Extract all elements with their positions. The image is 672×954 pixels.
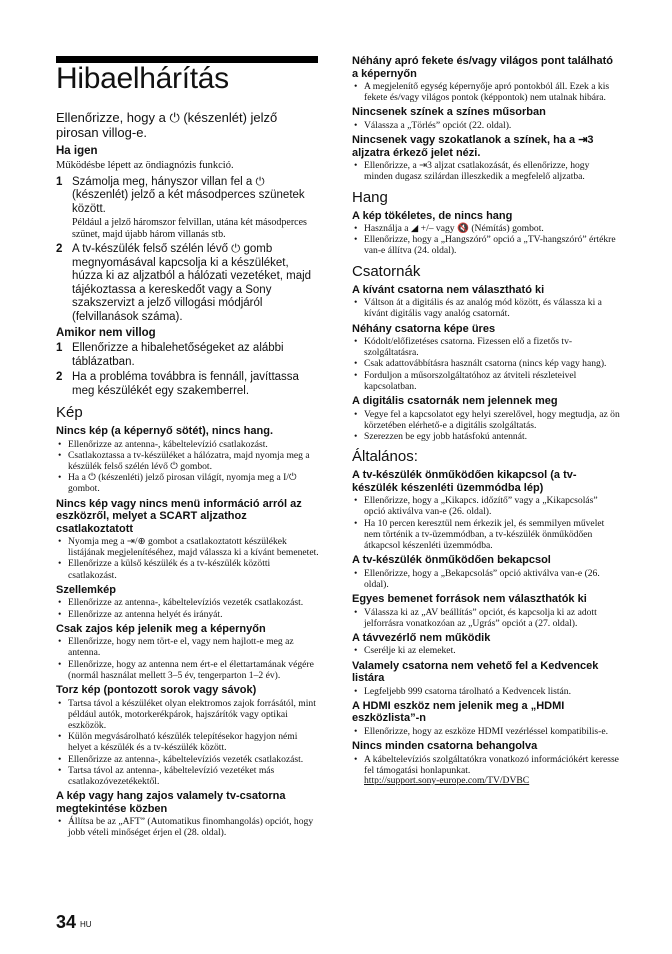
solution-list xyxy=(56,536,320,581)
problem-heading: A kép tökéletes, de nincs hang xyxy=(352,209,513,222)
solution-item: • Ellenőrizze az antenna-, kábeltelevíziós vezeték csatlakozást. xyxy=(56,754,320,765)
step-number: 1 xyxy=(56,342,63,354)
altalanos-groups xyxy=(352,469,620,776)
problem-heading: Torz kép (pontozott sorok vagy sávok) xyxy=(56,684,257,697)
solution-item: • Ha a ⏻ (készenléti) jelző pirosan világít, nyomja meg a I/⏻ gombot. xyxy=(56,472,320,494)
solution-item: • Válassza a „Törlés” opciót (22. oldal). xyxy=(352,120,620,131)
page-title: Hibaelhárítás xyxy=(56,62,229,95)
problem-heading: Egyes bemenet források nem választhatók ki xyxy=(352,593,587,606)
solution-item: • Csatlakoztassa a tv-készüléket a hálózatra, majd nyomja meg a készülék felső szélén lévő ⏻ gombot. xyxy=(56,450,320,472)
step-item xyxy=(56,243,320,324)
hang-groups xyxy=(352,210,620,257)
solution-item: • Tartsa távol a készüléket olyan elektromos zajok forrásától, mint például autók, motorkerékpárok, hajszárítók vagy optikai eszközök. xyxy=(56,698,320,732)
solution-list xyxy=(352,754,620,776)
problem-heading: A HDMI eszköz nem jelenik meg a „HDMI eszközlista”-n xyxy=(352,699,565,725)
ha-igen-heading: Ha igen xyxy=(56,145,98,157)
problem-heading: Nincs minden csatorna behangolva xyxy=(352,740,538,753)
problem-heading: A digitális csatornák nem jelennek meg xyxy=(352,395,558,408)
solution-item: • Ellenőrizze, hogy a „Hangszóró” opció a „TV-hangszóró” értékre van-e állítva (24. oldal). xyxy=(352,234,620,256)
problem-heading: Csak zajos kép jelenik meg a képernyőn xyxy=(56,622,266,635)
solution-list xyxy=(352,607,620,629)
solution-list xyxy=(352,686,620,697)
solution-item: • A kábeltelevíziós szolgáltatókra vonatkozó információkért keresse fel támogatási honlapunkat. xyxy=(352,754,620,776)
step-text: Ellenőrizze a hibalehetőségeket az alábbi táblázatban. xyxy=(72,342,284,368)
solution-item: • Ellenőrizze az antenna-, kábeltelevízió csatlakozást. xyxy=(56,439,320,450)
step-body xyxy=(72,243,320,324)
step-text: A tv-készülék felső szélén lévő ⏻ gomb megnyomásával kapcsolja ki a készüléket, húzza ki az aljzatból a hálózati vezetéket, majd tájékoztassa a kereskedőt vagy a Sony szakszervizt a jelző villogási módjáról (felvillanások száma). xyxy=(72,243,312,323)
solution-list xyxy=(56,636,320,681)
solution-item: • Szerezzen be egy jobb hatásfokú antennát. xyxy=(352,431,620,442)
solution-item: • Váltson át a digitális és az analóg mód között, és válassza ki a kívánt digitális vagy analóg csatornát. xyxy=(352,297,620,319)
solution-item: • Ha 10 percen keresztül nem érkezik jel, és semmilyen művelet nem történik a tv-üzemmódban, a tv-készülék önműködően átkapcsol készenléti üzemmódba. xyxy=(352,518,620,552)
solution-item: • Vegye fel a kapcsolatot egy helyi szerelővel, hogy megtudja, az ön körzetében elérhető-e a digitális szolgáltatás. xyxy=(352,409,620,431)
page-number: 34 xyxy=(56,912,77,932)
solution-item: • Nyomja meg a ⇥/⊕ gombot a csatlakoztatott készülékek listájának megjelenítéséhez, majd válassza ki a kívánt bemenetet. xyxy=(56,536,320,558)
solution-list xyxy=(352,645,620,656)
solution-list xyxy=(352,81,620,103)
solution-item: • Állítsa be az „AFT” (Automatikus finomhangolás) opciót, hogy jobb vételi minőséget érjen el (28. oldal). xyxy=(56,816,320,838)
problem-heading: A tv-készülék önműködően bekapcsol xyxy=(352,554,551,567)
problem-heading: A távvezérlő nem működik xyxy=(352,631,491,644)
problem-heading: A tv-készülék önműködően kikapcsol (a tv-készülék készenléti üzemmódba lép) xyxy=(352,469,577,494)
step-text: Ha a probléma továbbra is fennáll, javíttassa meg készülékét egy szakemberrel. xyxy=(72,371,299,397)
intro-text: Ellenőrizze, hogy a ⏻ (készenlét) jelző pirosan villog-e. xyxy=(56,110,278,140)
step-text: Számolja meg, hányszor villan fel a ⏻ (készenlét) jelző a két másodperces szünetek között. xyxy=(72,175,305,215)
kep-groups xyxy=(56,425,320,839)
solution-list xyxy=(352,297,620,319)
step-item xyxy=(56,371,320,398)
solution-item: • Válassza ki az „AV beállítás” opciót, és kapcsolja ki az adott jelforrásra vonatkozóan az „Ugrás” opciót a (27. oldal). xyxy=(352,607,620,629)
solution-list xyxy=(56,439,320,495)
solution-item: • Ellenőrizze, hogy az antenna nem ért-e el élettartamának végére (normál használat mellett 3–5 év, tengerparton 1–2 év). xyxy=(56,659,320,681)
solution-item: • Külön megvásárolható készülék telepítésekor hagyjon némi helyet a készülék és a tv-készülék között. xyxy=(56,731,320,753)
step-number: 1 xyxy=(56,175,63,188)
problem-heading: Valamely csatorna nem vehető fel a Kedvencek listára xyxy=(352,659,599,685)
solution-list xyxy=(352,336,620,392)
steps-when-blinking xyxy=(56,176,320,325)
problem-heading: Szellemkép xyxy=(56,583,116,596)
solution-list xyxy=(352,568,620,590)
solution-list xyxy=(352,409,620,443)
solution-item: • Kódolt/előfizetéses csatorna. Fizessen elő a fizetős tv-szolgáltatásra. xyxy=(352,336,620,358)
step-number: 2 xyxy=(56,371,63,383)
solution-item: • Ellenőrizze a külső készülék és a tv-készülék közötti csatlakozást. xyxy=(56,558,320,580)
solution-list xyxy=(352,495,620,551)
solution-item: • Ellenőrizze, hogy a „Bekapcsolás” opció aktiválva van-e (26. oldal). xyxy=(352,568,620,590)
solution-item: • Használja a ◢ +/– vagy 🔇 (Némítás) gombot. xyxy=(352,223,620,234)
solution-item: • Forduljon a műsorszolgáltatóhoz az átviteli részleteivel kapcsolatban. xyxy=(352,370,620,392)
problem-heading: Nincsenek vagy szokatlanok a színek, ha a ⇥3 aljzatra érkező jelet nézi. xyxy=(352,134,594,159)
page-language: HU xyxy=(80,920,92,929)
solution-item: • A megjelenítő egység képernyője apró pontokból áll. Ezek a kis fekete és/vagy világos pontok (képpontok) nem utalnak hibára. xyxy=(352,81,620,103)
solution-list xyxy=(352,160,620,182)
step-item xyxy=(56,342,320,369)
solution-list xyxy=(352,223,620,257)
problem-heading: Nincsenek színek a színes műsorban xyxy=(352,106,546,119)
problem-heading: Nincs kép (a képernyő sötét), nincs hang. xyxy=(56,425,273,437)
solution-item: • Legfeljebb 999 csatorna tárolható a Kedvencek listán. xyxy=(352,686,620,697)
left-column xyxy=(56,110,320,841)
solution-list xyxy=(352,120,620,131)
section-hang: Hang xyxy=(352,188,388,206)
csatornak-groups xyxy=(352,284,620,443)
solution-item: • Ellenőrizze az antenna-, kábeltelevíziós vezeték csatlakozást. xyxy=(56,597,320,608)
section-altalanos: Általános: xyxy=(352,448,418,466)
problem-heading: A kép vagy hang zajos valamely tv-csatorna megtekintése közben xyxy=(56,790,286,815)
problem-heading: Néhány csatorna képe üres xyxy=(352,322,496,335)
solution-item: • Tartsa távol az antenna-, kábeltelevízió vezetéket más csatlakozóvezetékektől. xyxy=(56,765,320,787)
right-column xyxy=(352,52,620,789)
solution-list xyxy=(56,816,320,838)
step-body xyxy=(72,176,320,242)
step-body xyxy=(72,342,320,369)
solution-item: • Csak adattovábbításra használt csatorna (nincs kép vagy hang). xyxy=(352,358,620,369)
problem-heading: A kívánt csatorna nem választható ki xyxy=(352,283,545,296)
steps-not-blinking xyxy=(56,342,320,398)
solution-item: • Cserélje ki az elemeket. xyxy=(352,645,620,656)
solution-list xyxy=(56,698,320,788)
problem-heading: Néhány apró fekete és/vagy világos pont található a képernyőn xyxy=(352,55,614,80)
section-csatornak: Csatornák xyxy=(352,262,421,280)
step-item xyxy=(56,176,320,242)
support-link[interactable]: http://support.sony-europe.com/TV/DVBC xyxy=(364,775,530,786)
step-number: 2 xyxy=(56,243,63,255)
ha-igen-text: Működésbe lépett az öndiagnózis funkció. xyxy=(56,160,234,171)
solution-list xyxy=(352,726,620,737)
solution-item: • Ellenőrizze, a ⇥3 aljzat csatlakozását, és ellenőrizze, hogy minden dugasz szilárdan illeszkedik a megfelelő aljzatba. xyxy=(352,160,620,182)
solution-item: • Ellenőrizze, hogy nem tört-e el, vagy nem hajlott-e meg az antenna. xyxy=(56,636,320,658)
picture-groups-cont xyxy=(352,55,620,183)
problem-heading: Nincs kép vagy nincs menü információ arról az eszközről, melyet a SCART aljzathoz csatlakoztatott xyxy=(56,497,302,535)
solution-list xyxy=(56,597,320,619)
solution-item: • Ellenőrizze az antenna helyét és irányát. xyxy=(56,609,320,620)
solution-item: • Ellenőrizze, hogy a „Kikapcs. időzítő” vagy a „Kikapcsolás” opció aktiválva van-e (26. oldal). xyxy=(352,495,620,517)
section-kep: Kép xyxy=(56,404,83,421)
step-note: Például a jelző háromszor felvillan, utána két másodperces szünet, majd újabb három villanás stb. xyxy=(72,217,307,240)
amikor-heading: Amikor nem villog xyxy=(56,327,156,339)
solution-item: • Ellenőrizze, hogy az eszköze HDMI vezérléssel kompatibilis-e. xyxy=(352,726,620,737)
step-body xyxy=(72,371,320,398)
